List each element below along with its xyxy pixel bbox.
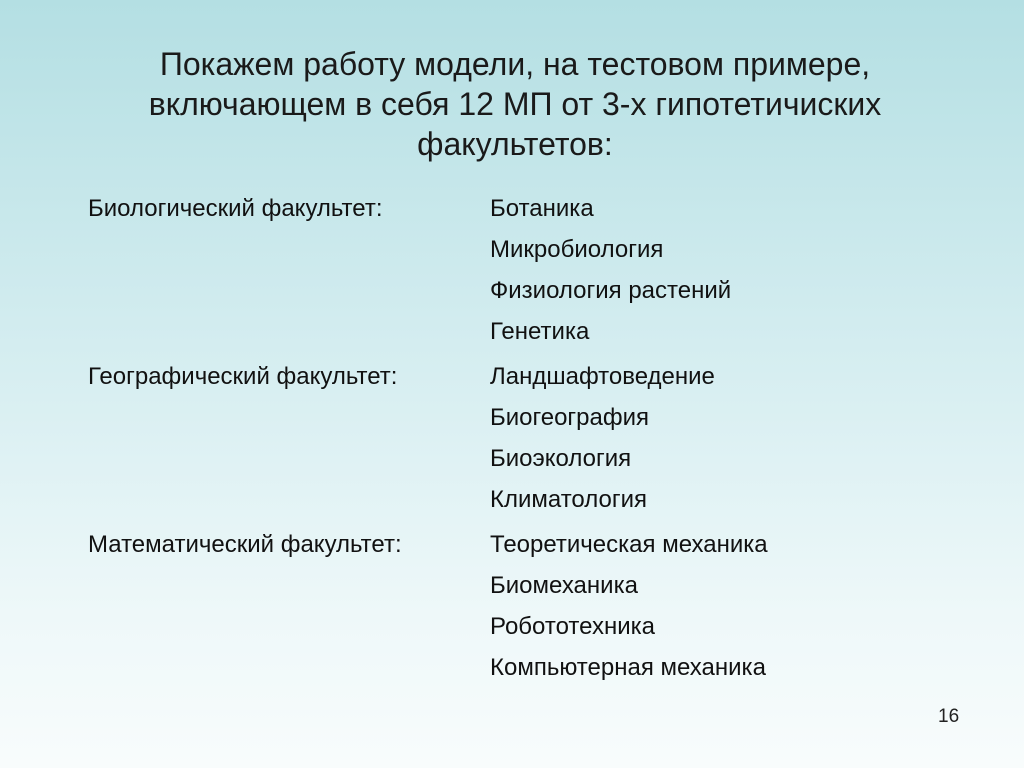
subject-item: Физиология растений: [490, 277, 732, 304]
title-line: включающем в себя 12 МП от 3-х гипотетичиских: [148, 86, 882, 122]
faculty-name: Биологический факультет:: [88, 195, 383, 222]
faculty-name: Математический факультет:: [88, 531, 402, 558]
subject-item: Климатология: [490, 486, 648, 513]
subject-item: Биогеография: [490, 404, 650, 431]
subject-item: Биомеханика: [490, 572, 638, 599]
subject-list: [490, 356, 908, 520]
title-line: Покажем работу модели, на тестовом примере,: [159, 46, 871, 82]
title-line: факультетов:: [417, 126, 613, 162]
subject-item: Биоэкология: [490, 445, 632, 472]
subject-item: Теоретическая механика: [490, 531, 768, 558]
faculty-group-geography: [88, 356, 908, 520]
faculty-table: [88, 188, 908, 692]
faculty-group-mathematics: [88, 524, 908, 688]
subject-list: [490, 524, 908, 688]
faculty-group-biology: [88, 188, 908, 352]
faculty-name: Географический факультет:: [88, 363, 398, 390]
page-number: 16: [938, 706, 960, 727]
slide-title: [90, 44, 940, 164]
subject-item: Компьютерная механика: [490, 654, 766, 681]
subject-item: Микробиология: [490, 236, 664, 263]
subject-item: Робототехника: [490, 613, 655, 640]
subject-item: Генетика: [490, 318, 590, 345]
subject-item: Ландшафтоведение: [490, 363, 715, 390]
subject-list: [490, 188, 908, 352]
subject-item: Ботаника: [490, 195, 594, 222]
